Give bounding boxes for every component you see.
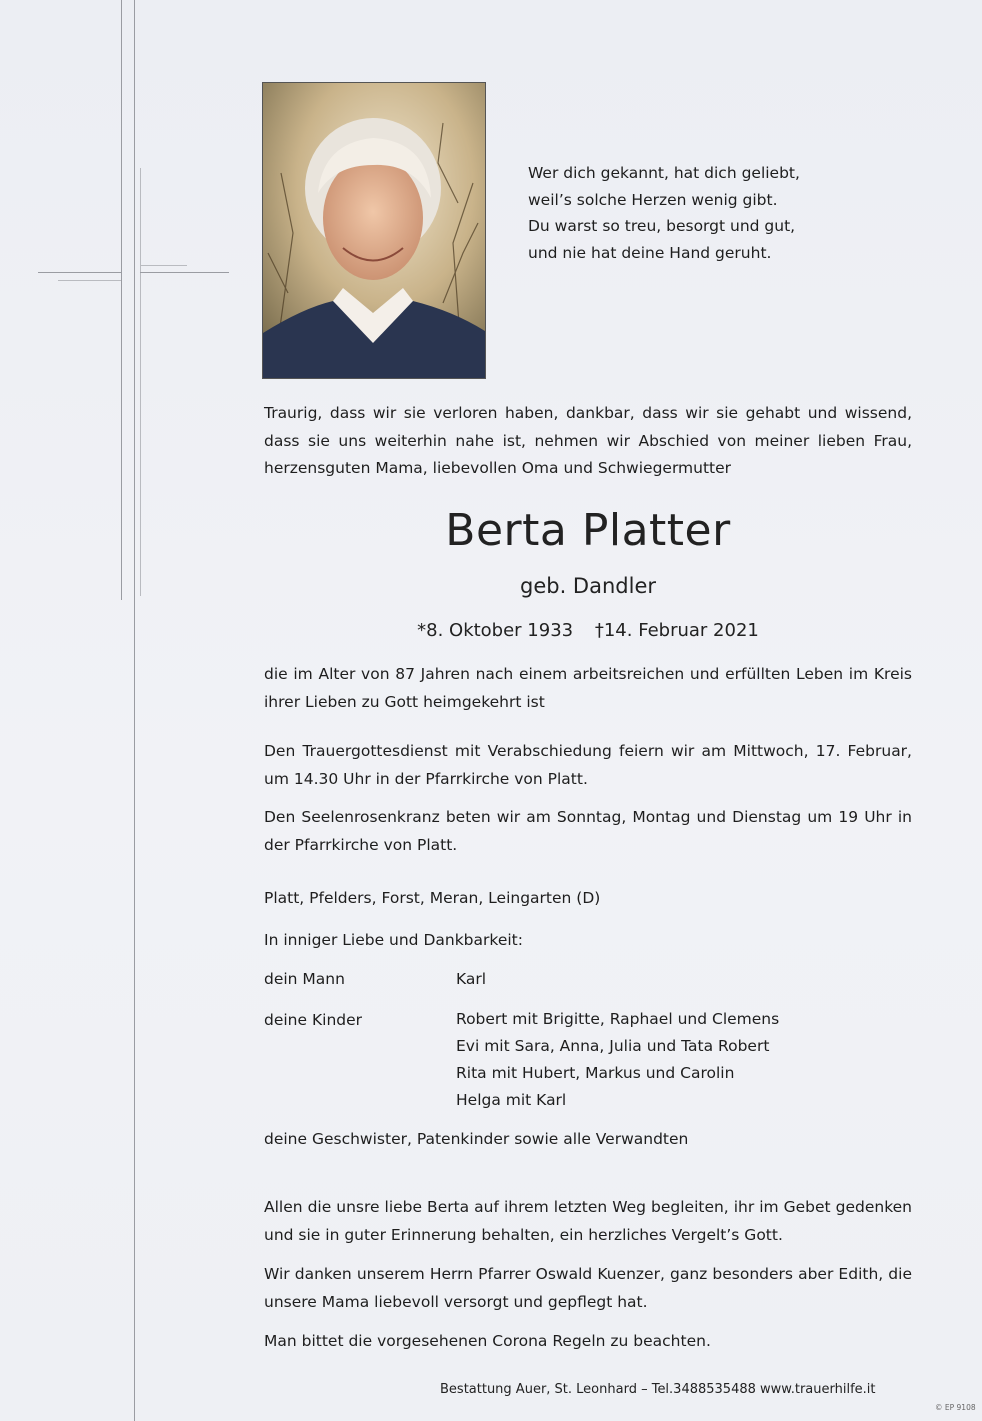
poem-line: und nie hat deine Hand geruht. — [528, 243, 772, 262]
cross-line — [134, 0, 135, 1421]
thanks-pastor-text: Wir danken unserem Herrn Pfarrer Oswald Kuenzer, ganz besonders aber Edith, die unsere Mama liebevoll versorgt und gepflegt hat. — [264, 1265, 912, 1311]
child-family: Helga mit Karl — [456, 1091, 567, 1109]
child-family: Evi mit Sara, Anna, Julia und Tata Robert — [456, 1037, 770, 1055]
corona-notice: Man bittet die vorgesehenen Corona Regeln zu beachten. — [264, 1332, 711, 1350]
birth-name: geb. Dandler — [520, 574, 656, 598]
cross-line — [140, 265, 187, 266]
portrait-photo — [262, 82, 486, 379]
birth-date: *8. Oktober 1933 — [417, 620, 574, 641]
service-text: Den Trauergottesdienst mit Verabschiedung feiern wir am Mittwoch, 17. Februar, um 14.30 Uhr in der Pfarrkirche von Platt. — [264, 742, 912, 788]
cross-line — [121, 0, 122, 600]
cross-line — [140, 168, 141, 596]
intro-text: Traurig, dass wir sie verloren haben, dankbar, dass wir sie gehabt und wissend, dass sie uns weiterhin nahe ist, nehmen wir Abschied von meiner lieben Frau, herzensguten Mama, liebevollen Oma und Schwiegermutter — [264, 404, 912, 477]
places-text: Platt, Pfelders, Forst, Meran, Leingarten (D) — [264, 889, 601, 907]
footer-funeral-home: Bestattung Auer, St. Leonhard – Tel.3488535488 www.trauerhilfe.it — [440, 1382, 876, 1397]
death-date: †14. Februar 2021 — [594, 620, 759, 641]
gratitude-line: In inniger Liebe und Dankbarkeit: — [264, 931, 523, 949]
deceased-name: Berta Platter — [445, 505, 731, 556]
cross-line — [58, 280, 121, 281]
child-family: Rita mit Hubert, Markus und Carolin — [456, 1064, 735, 1082]
age-text: die im Alter von 87 Jahren nach einem arbeitsreichen und erfüllten Leben im Kreis ihrer Lieben zu Gott heimgekehrt ist — [264, 665, 912, 711]
other-relatives: deine Geschwister, Patenkinder sowie alle Verwandten — [264, 1130, 689, 1148]
child-family: Robert mit Brigitte, Raphael und Clemens — [456, 1010, 780, 1028]
thanks-all-text: Allen die unsre liebe Berta auf ihrem letzten Weg begleiten, ihr im Gebet gedenken und sie in guter Erinnerung behalten, ein herzliches Vergelt’s Gott. — [264, 1198, 912, 1244]
children-label: deine Kinder — [264, 1011, 363, 1029]
husband-label: dein Mann — [264, 970, 345, 988]
life-dates — [264, 620, 912, 641]
children-list — [456, 1006, 779, 1114]
rosary-text: Den Seelenrosenkranz beten wir am Sonntag, Montag und Dienstag um 19 Uhr in der Pfarrkirche von Platt. — [264, 808, 912, 854]
print-code: © EP 9108 — [935, 1403, 976, 1412]
poem-line: weil’s solche Herzen wenig gibt. — [528, 190, 778, 209]
husband-name: Karl — [456, 970, 487, 988]
poem-line: Du warst so treu, besorgt und gut, — [528, 217, 796, 235]
cross-line — [140, 272, 229, 273]
cross-line — [38, 272, 122, 273]
poem-line: Wer dich gekannt, hat dich geliebt, — [528, 164, 800, 182]
poem — [528, 160, 828, 266]
